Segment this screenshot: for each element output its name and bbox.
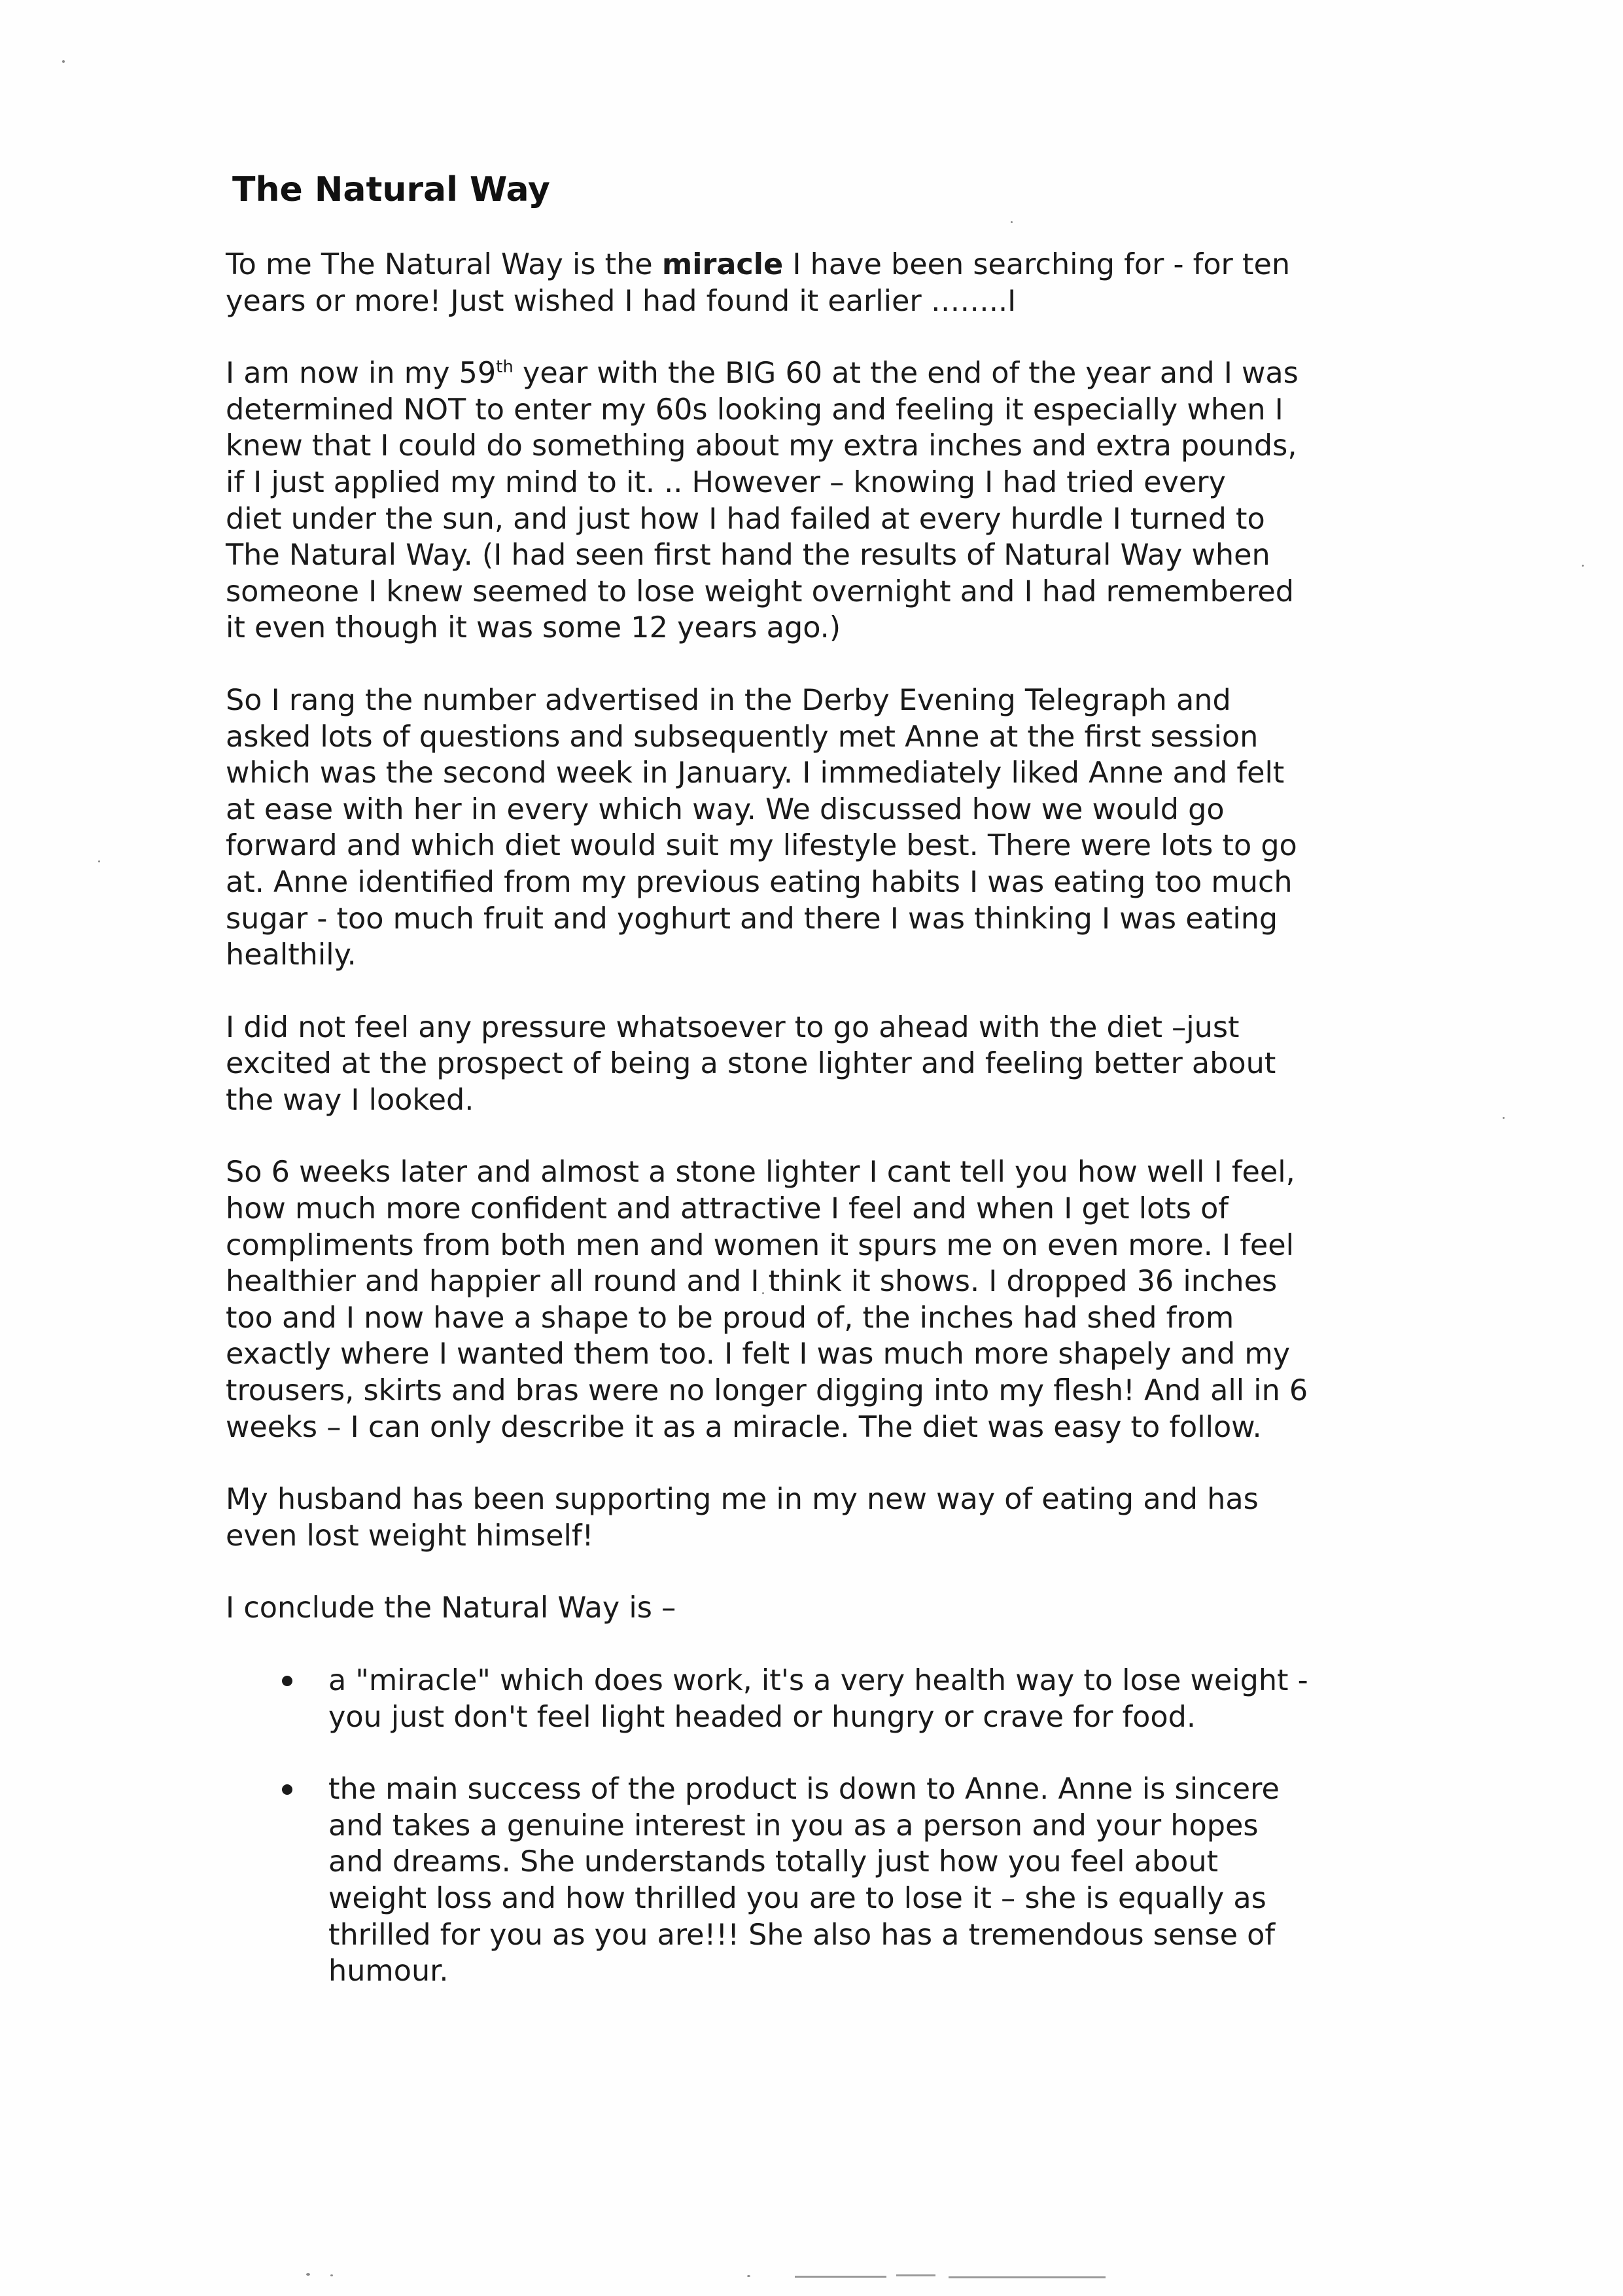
bullet-icon <box>282 1676 292 1686</box>
results-paragraph: So 6 weeks later and almost a stone lighter I cant tell you how well I feel, how much more confident and attractive I feel and when I get lots of compliments from both men and women it spurs me on even more. I feel healthier and happier all round and I think it shows. I dropped 36 inches too and I now have a shape to be proud of, the inches had shed from exactly where I wanted them too. I felt I was much more shapely and my trousers, skirts and bras were no longer digging into my flesh! And all in 6 weeks – I can only describe it as a miracle. The diet was easy to follow. <box>226 1156 1308 1444</box>
age-text-start: I am now in my 59 <box>226 357 497 391</box>
document-title: The Natural Way <box>232 170 550 209</box>
scan-line <box>896 2274 935 2276</box>
ordinal-suffix: th <box>496 357 514 378</box>
scan-speck <box>62 60 65 63</box>
scan-speck <box>330 2274 333 2276</box>
husband-paragraph: My husband has been supporting me in my new way of eating and has even lost weight himself! <box>226 1483 1259 1553</box>
scan-speck <box>1503 1117 1505 1119</box>
first-session-paragraph: So I rang the number advertised in the Derby Evening Telegraph and asked lots of questions and subsequently met Anne at the first session which was the second week in January. I immediately liked Anne and felt at ease with her in every which way. We discussed how we would go forward and which diet would suit my lifestyle best. There were lots to go at. Anne identified from my previous eating habits I was eating too much sugar - too much fruit and yoghurt and there I was thinking I was eating healthily. <box>226 683 1297 972</box>
scan-speck <box>306 2273 310 2276</box>
document-body <box>226 167 1403 2026</box>
list-item <box>226 1771 1403 1990</box>
scan-speck <box>747 2275 750 2277</box>
conclusion-intro: I conclude the Natural Way is – <box>226 1591 676 1625</box>
age-paragraph <box>226 355 1403 646</box>
bullet-icon <box>282 1784 292 1795</box>
age-text-end: year with the BIG 60 at the end of the year and I was determined NOT to enter my 60s looking and feeling it especially when I knew that I could do something about my extra inches and extra pounds, if I just applied my mind to it. .. However – knowing I had tried every diet under the sun, and just how I had failed at every hurdle I turned to The Natural Way. (I had seen first hand the results of Natural Way when someone I knew seemed to lose weight overnight and I had remembered it even though it was some 12 years ago.) <box>226 357 1299 645</box>
pressure-paragraph: I did not feel any pressure whatsoever to go ahead with the diet –just excited at the prospect of being a stone lighter and feeling better about the way I looked. <box>226 1010 1276 1117</box>
list-item <box>226 1663 1403 1735</box>
intro-paragraph <box>226 247 1403 319</box>
intro-emphasis: miracle <box>661 248 784 281</box>
list-item-text: a "miracle" which does work, it's a very health way to lose weight - you just don't feel light headed or hungry or crave for food. <box>328 1664 1308 1734</box>
scan-speck <box>98 860 100 862</box>
list-item-text: the main success of the product is down to Anne. Anne is sincere and takes a genuine interest in you as a person and your hopes and dreams. She understands totally just how you feel about weight loss and how thrilled you are to lose it – she is equally as thrilled for you as you are!!! She also has a tremendous sense of humour. <box>328 1773 1280 1988</box>
intro-text-start: To me The Natural Way is the <box>226 248 662 281</box>
intro-text-end: I have been searching for - for ten years or more! Just wished I had found it earlier ……..I <box>226 248 1291 318</box>
conclusion-list <box>226 1663 1403 1990</box>
scan-line <box>795 2276 886 2278</box>
scan-line <box>949 2276 1106 2278</box>
scan-speck <box>1582 565 1584 567</box>
